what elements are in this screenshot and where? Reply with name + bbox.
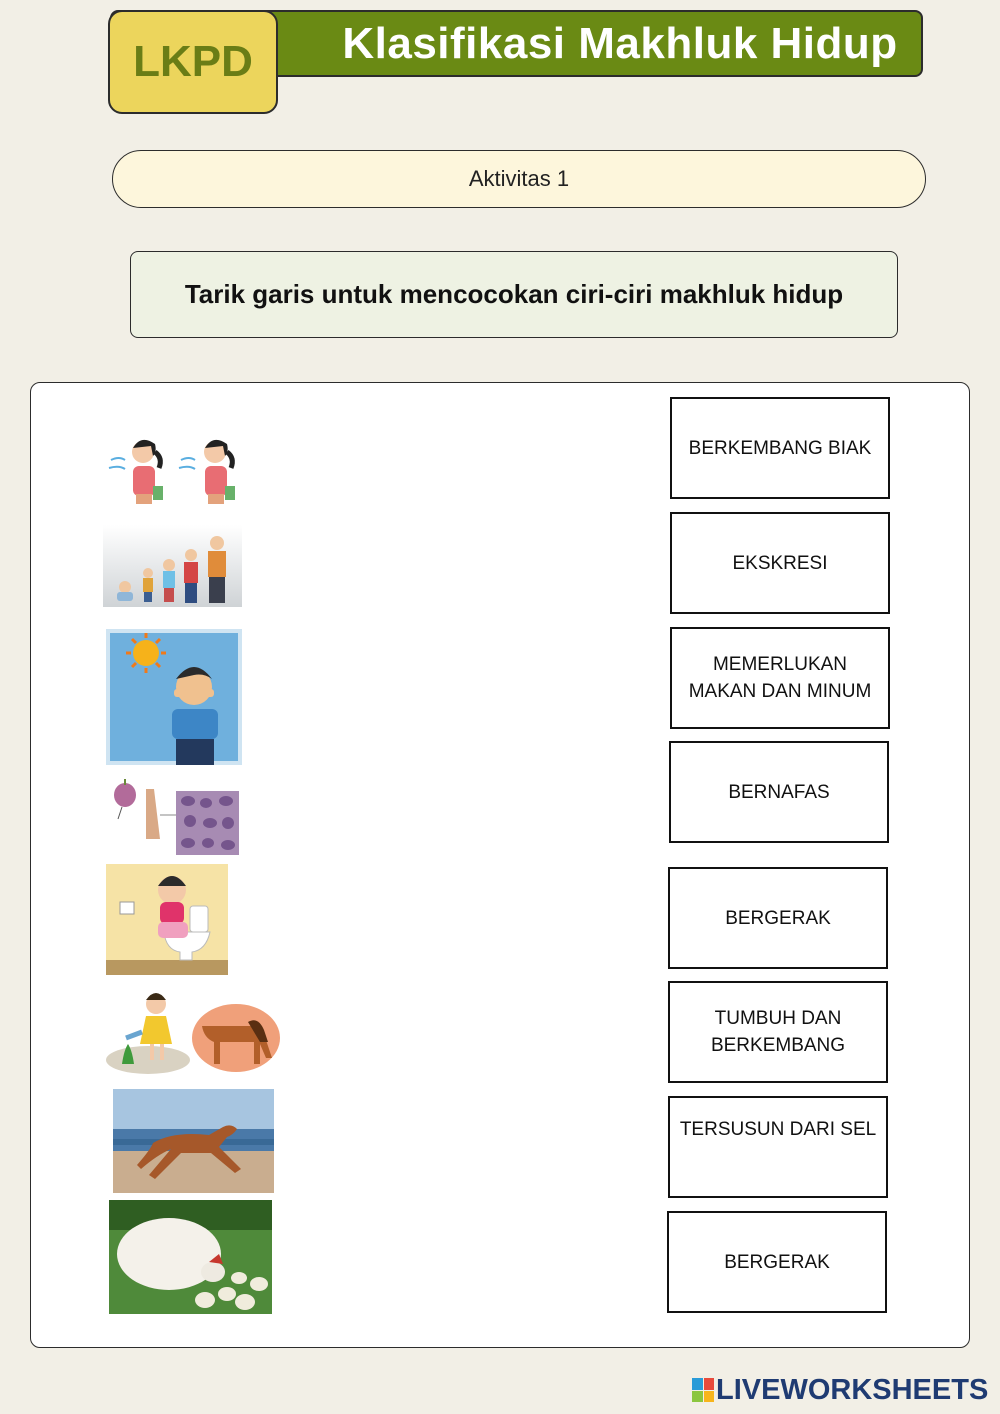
liveworksheets-logo[interactable] — [692, 1372, 988, 1408]
instruction-box — [130, 251, 898, 338]
label-box-bernafas[interactable] — [669, 741, 889, 843]
label-text: BERNAFAS — [728, 781, 830, 803]
activity-text: Aktivitas 1 — [468, 166, 570, 191]
growth-stages-picture[interactable] — [103, 525, 242, 607]
eating-drinking-picture[interactable] — [102, 982, 282, 1076]
label-box-bergerak-2[interactable] — [667, 1211, 887, 1313]
label-box-berkembang-biak[interactable] — [670, 397, 890, 499]
page-title: Klasifikasi Makhluk Hidup — [342, 19, 898, 68]
sun-irritability-picture[interactable] — [106, 629, 242, 765]
label-text: EKSKRESI — [732, 552, 828, 574]
running-dog-picture[interactable] — [113, 1089, 274, 1193]
label-box-tumbuh-berkembang[interactable] — [668, 981, 888, 1083]
label-text: TERSUSUN DARI SEL — [679, 1119, 877, 1140]
lkpd-badge: LKPD — [108, 10, 278, 114]
label-box-ekskresi[interactable] — [670, 512, 890, 614]
label-box-bergerak-1[interactable] — [668, 867, 888, 969]
cell-microscope-picture[interactable] — [108, 775, 241, 857]
label-text: MEMERLUKAN MAKAN DAN MINUM — [688, 654, 872, 702]
hen-chicks-picture[interactable] — [109, 1200, 272, 1314]
breathing-picture[interactable] — [103, 430, 243, 506]
toilet-excretion-picture[interactable] — [106, 864, 228, 975]
label-text: BERGERAK — [725, 907, 831, 929]
liveworksheets-mark-icon — [692, 1378, 714, 1402]
liveworksheets-brand: LIVEWORKSHEETS — [716, 1373, 989, 1406]
instruction-text: Tarik garis untuk mencocokan ciri-ciri makhluk hidup — [184, 279, 844, 309]
activity-label — [112, 150, 926, 208]
label-text: BERKEMBANG BIAK — [688, 437, 872, 459]
label-box-tersusun-sel[interactable] — [668, 1096, 888, 1198]
label-text: TUMBUH DAN BERKEMBANG — [710, 1008, 846, 1056]
label-box-memerlukan-makan[interactable] — [670, 627, 890, 729]
label-text: BERGERAK — [724, 1251, 830, 1273]
